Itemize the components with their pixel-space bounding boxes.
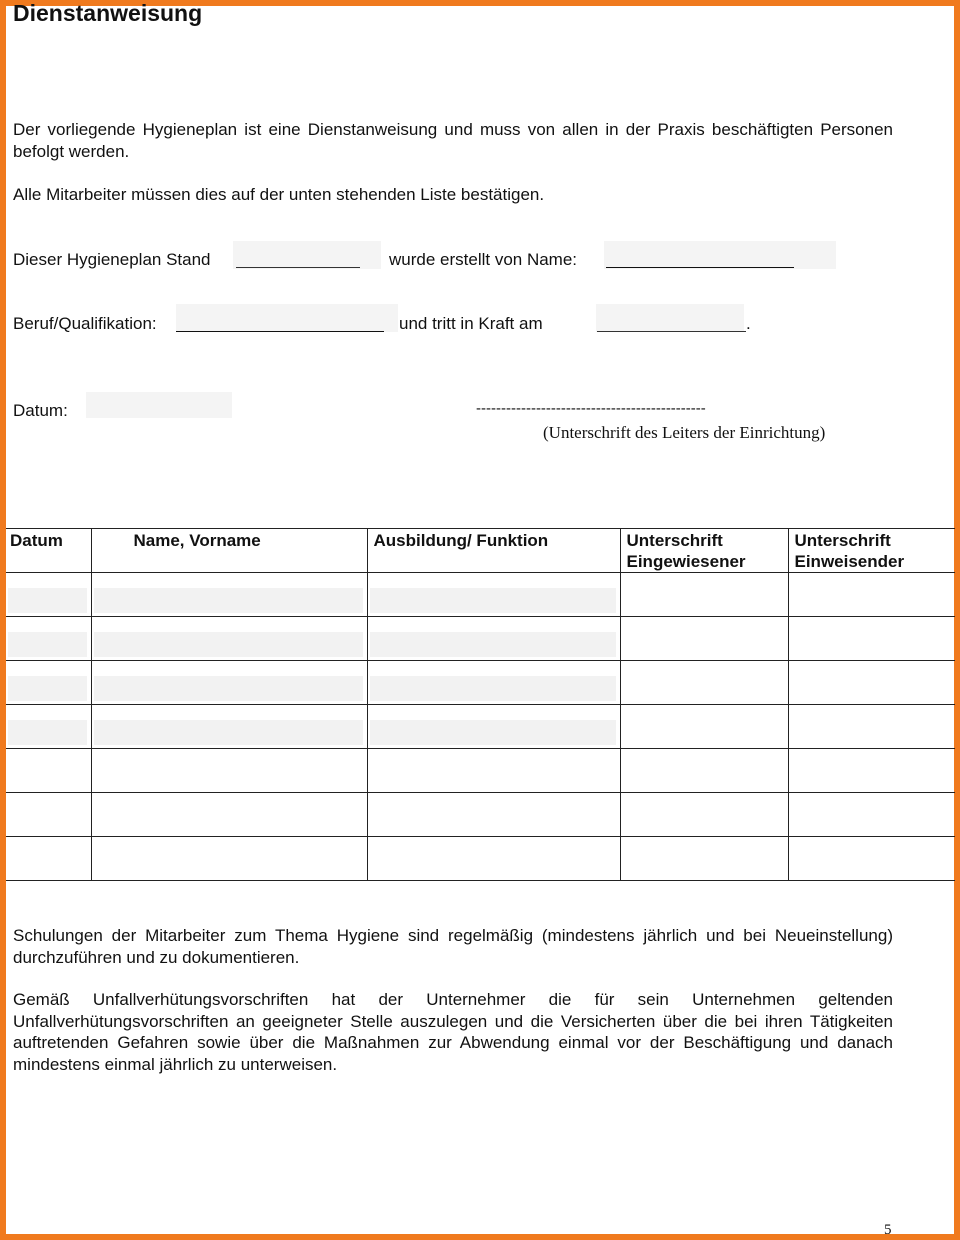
author-name-underline (606, 267, 794, 268)
cell-signature-trainee[interactable] (620, 837, 788, 881)
effective-date-underline (597, 331, 746, 332)
table-row (6, 793, 955, 837)
column-header-name: Name, Vorname (91, 529, 367, 573)
cell-function[interactable] (367, 705, 620, 749)
cell-function[interactable] (367, 573, 620, 617)
cell-datum[interactable] (6, 705, 91, 749)
cell-signature-trainee[interactable] (620, 793, 788, 837)
training-register-table (6, 528, 955, 881)
intro-paragraph-2: Alle Mitarbeiter müssen dies auf der unten stehenden Liste bestätigen. (13, 185, 545, 204)
signature-caption: (Unterschrift des Leiters der Einrichtung) (543, 423, 826, 442)
author-name-field[interactable] (604, 241, 836, 269)
cell-signature-trainer[interactable] (788, 749, 955, 793)
column-header-signature-trainer: Unterschrift Einweisender (788, 529, 955, 573)
cell-signature-trainer[interactable] (788, 617, 955, 661)
column-header-function: Ausbildung/ Funktion (367, 529, 620, 573)
effective-date-field[interactable] (596, 304, 744, 332)
effective-label: und tritt in Kraft am (399, 314, 543, 333)
period-mark: . (746, 314, 751, 333)
cell-signature-trainer[interactable] (788, 661, 955, 705)
table-row (6, 749, 955, 793)
cell-function[interactable] (367, 749, 620, 793)
signature-line: ---------------------------------------------- (476, 400, 706, 417)
cell-function[interactable] (367, 837, 620, 881)
intro-paragraph-1: Der vorliegende Hygieneplan ist eine Dienstanweisung und muss von allen in der Praxis beschäftigten Personen befolgt werden. (13, 120, 893, 161)
table-row (6, 573, 955, 617)
cell-datum[interactable] (6, 837, 91, 881)
cell-signature-trainee[interactable] (620, 705, 788, 749)
stand-date-field[interactable] (233, 241, 381, 269)
cell-datum[interactable] (6, 749, 91, 793)
document-title: Dienstanweisung (13, 0, 203, 26)
cell-datum[interactable] (6, 617, 91, 661)
cell-name[interactable] (91, 617, 367, 661)
cell-function[interactable] (367, 793, 620, 837)
cell-name[interactable] (91, 661, 367, 705)
cell-datum[interactable] (6, 573, 91, 617)
qualification-underline (176, 331, 384, 332)
cell-signature-trainer[interactable] (788, 793, 955, 837)
accident-prevention-paragraph: Gemäß Unfallverhütungsvorschriften hat der Unternehmer die für sein Unternehmen geltenden Unfallverhütungsvorschriften an geeigneter Stelle auszulegen und die Versicherten über die bei ihren Tätigkeiten auftretenden Gefahren sowie über die Maßnahmen zur Abwendung einmal vor der Beschäftigung und danach mindestens einmal jährlich zu unterweisen. (13, 990, 893, 1074)
beruf-label: Beruf/Qualifikation: (13, 314, 157, 333)
stand-underline (236, 267, 360, 268)
created-by-label: wurde erstellt von Name: (389, 250, 578, 269)
table-row (6, 617, 955, 661)
datum-field[interactable] (86, 392, 232, 418)
table-row (6, 705, 955, 749)
table-row (6, 661, 955, 705)
table-row (6, 837, 955, 881)
cell-name[interactable] (91, 705, 367, 749)
cell-signature-trainer[interactable] (788, 573, 955, 617)
column-header-signature-trainee: Unterschrift Eingewiesener (620, 529, 788, 573)
column-header-datum: Datum (6, 529, 91, 573)
datum-label: Datum: (13, 401, 68, 420)
cell-name[interactable] (91, 749, 367, 793)
page-number: 5 (884, 1222, 892, 1238)
cell-name[interactable] (91, 837, 367, 881)
cell-name[interactable] (91, 573, 367, 617)
cell-datum[interactable] (6, 793, 91, 837)
cell-function[interactable] (367, 661, 620, 705)
qualification-field[interactable] (176, 304, 398, 332)
cell-datum[interactable] (6, 661, 91, 705)
cell-signature-trainee[interactable] (620, 749, 788, 793)
cell-signature-trainee[interactable] (620, 661, 788, 705)
table-header-row (6, 529, 955, 573)
cell-signature-trainer[interactable] (788, 837, 955, 881)
stand-label: Dieser Hygieneplan Stand (13, 250, 211, 269)
cell-signature-trainee[interactable] (620, 617, 788, 661)
cell-name[interactable] (91, 793, 367, 837)
cell-function[interactable] (367, 617, 620, 661)
training-paragraph: Schulungen der Mitarbeiter zum Thema Hygiene sind regelmäßig (mindestens jährlich und bei Neueinstellung) durchzuführen und zu dokumentieren. (13, 926, 893, 967)
cell-signature-trainee[interactable] (620, 573, 788, 617)
cell-signature-trainer[interactable] (788, 705, 955, 749)
